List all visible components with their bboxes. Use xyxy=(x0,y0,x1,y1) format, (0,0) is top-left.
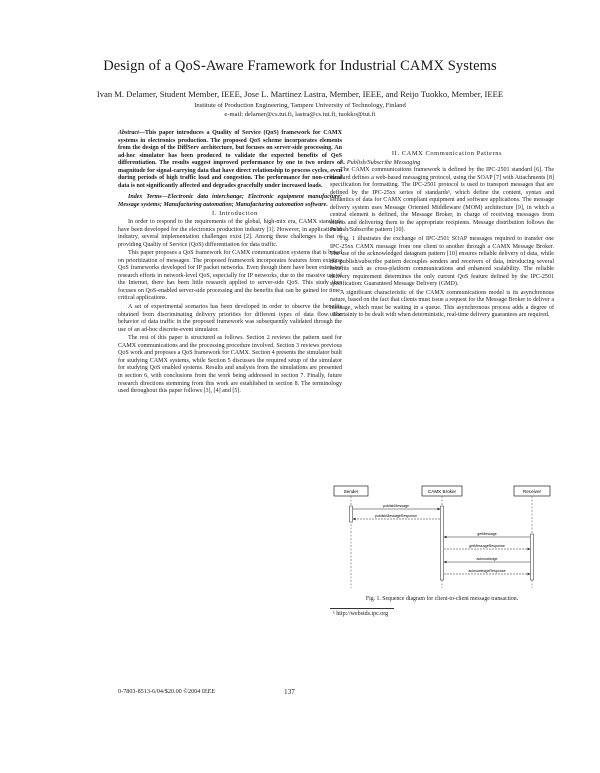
index-terms-label: Index Terms— xyxy=(128,194,168,201)
body-paragraph: The rest of this paper is structured as follows. Section 2 reviews the pattern used for CAMX communications and the processing procedure involved. Section 3 reviews previous QoS work and proposes a QoS framework for CAMX. Section 4 presents the simulator built for studying CAMX systems, while Section 5 discusses the required setup of the simulator for studying QoS enabled systems. Results and analysis from the simulations are presented in section 6, with conclusions from the work being addressed in section 7. Finally, future research directions stemming from this work are established in section 8. The terminology used throughout this paper follows [3], [4] and [5]. xyxy=(118,335,342,395)
message-label: getMessage xyxy=(477,532,497,536)
figure-caption: Fig. 1. Sequence diagram for client-to-client message transaction. xyxy=(365,596,519,602)
abstract-label: Abstract— xyxy=(118,130,145,136)
copyright-notice: 0-7803-8513-6/04/$20.00 ©2004 IEEE xyxy=(118,688,216,695)
index-terms-text: Electronic data interchange; Electronic equipment manufacture; Message systems; Manufacturing automation; Manufacturing automation software. xyxy=(118,194,342,208)
section-heading-camx: II. CAMX Communication Patterns xyxy=(391,150,503,157)
paper-title: Design of a QoS-Aware Framework for Industrial CAMX Systems xyxy=(103,58,497,74)
index-terms xyxy=(118,194,342,209)
page-number: 137 xyxy=(284,688,295,696)
sequence-diagram xyxy=(330,482,554,592)
subsection-heading-publish-subscribe: A. Publish/Subscribe Messaging xyxy=(340,158,421,166)
body-paragraph: The CAMX communications framework is defined by the IPC-2501 standard [6]. The standard defines a web-based messaging protocol, using the SOAP [7] with Attachments [8] specification for formatting. The IPC-2501 protocol is used to transport messages that are defined by the IPC-25xx series of standards¹, which define the content, syntax and semantics of data for CAMX compliant equipment and software applications. The message delivery system uses Message Oriented Middleware (MOM) architecture [9], in which a central element is defined, the Message Broker, in charge of receiving messages from clients and delivering them to the appropriate recipients. Message distribution follows the Publish/Subscribe pattern [10]. xyxy=(330,167,554,234)
message-label: publishMessageResponse xyxy=(374,514,418,518)
lifeline-label-broker: CAMX Broker xyxy=(427,489,457,494)
abstract-paragraph xyxy=(118,130,342,190)
body-paragraph: This paper proposes a QoS framework for CAMX communication systems that is based on prioritization of messages. The proposed framework incorporates features from existing QoS frameworks developed for IP packet networks. Even though there have been extensive research efforts in network-level QoS, especially for IP networks, due to the massive use of the Internet, there has been little research applied to server-side QoS. This study thus focuses on QoS-enabled server-side processing and the benefits that can be gained for time-critical applications. xyxy=(118,250,342,302)
affiliation: Institute of Production Engineering, Tampere University of Technology, Finland xyxy=(194,102,406,109)
activation-receiver xyxy=(531,534,534,580)
activation-sender xyxy=(350,506,353,522)
body-paragraph: A set of experimental scenarios has been developed in order to observe the benefits obtained from discriminating delivery priorities for different types of data flow. The behavior of data traffic in the proposed framework was subsequently validated through the use of an ad-hoc discrete-event simulator. xyxy=(118,304,342,333)
left-column xyxy=(118,130,342,396)
message-label: acknowledgeResponse xyxy=(468,569,506,573)
message-label: acknowledge xyxy=(476,557,498,561)
right-column xyxy=(330,150,554,320)
lifeline-label-sender: Sender xyxy=(343,489,359,494)
message-label: getMessageResponse xyxy=(469,544,505,548)
body-paragraph: Fig. 1 illustrates the exchange of IPC-2501 SOAP messages required to transfer one IPC-25xx CAMX message from one client to another through a CAMX Message Broker. The use of the acknowledged datagram pattern [10] ensures reliable delivery of data, while the publish/subscribe pattern decouples senders and receivers of data, introducing several benefits such as cross-platform communications and enhanced scalability. The reliable delivery requirement determines the only current QoS feature defined by the IPC-2501 specification: Guaranteed Message Delivery (GMD). xyxy=(330,236,554,288)
section-heading-introduction: I. Introduction xyxy=(212,210,258,218)
footnote: ¹ http://webstds.ipc.org xyxy=(333,611,389,617)
message-label: publishMessage xyxy=(383,504,409,508)
footnote-divider xyxy=(330,608,394,609)
author-emails: e-mail: delamer@cs.tut.fi, lastra@cs.tut.fi, tuokko@tut.fi xyxy=(224,111,376,118)
body-paragraph: A significant characteristic of the CAMX communications model is its asynchronous nature, based on the fact that clients must issue a request for the Message Broker to deliver a message, which must be waiting in a queue. This asynchronous process adds a degree of uncertainty to be dealt with when deterministic, real-time delivery guarantees are required. xyxy=(330,289,554,319)
abstract-text: This paper introduces a Quality of Service (QoS) framework for CAMX systems in electronics production. The proposed QoS scheme incorporates elements from the design of the DiffServ architecture, but focuses on server-side processing. An ad-hoc simulator has been produced to validate the expected benefits of QoS differentiation. The results suggest improved performance by one to two orders of magnitude for signal-carrying data that have direct relationship to process cycles, even during periods of high traffic load and congestion. The performance for non-critical data is not significantly affected and degrades gracefully under increased loads. xyxy=(118,130,342,189)
activation-broker xyxy=(441,506,444,580)
body-paragraph: In order to respond to the requirements of the global, high-mix era, CAMX standards have been developed for the electronics production industry [1]. However, in application in industry, several implementation challenges exist [2]. Among these challenges is that of providing Quality of Service (QoS) differentiation for data traffic. xyxy=(118,219,342,248)
lifeline-label-receiver: Receiver xyxy=(522,489,542,494)
author-list: Ivan M. Delamer, Student Member, IEEE, Jose L. Martinez Lastra, Member, IEEE, and Reijo Tuokko, Member, IEEE xyxy=(96,89,504,99)
